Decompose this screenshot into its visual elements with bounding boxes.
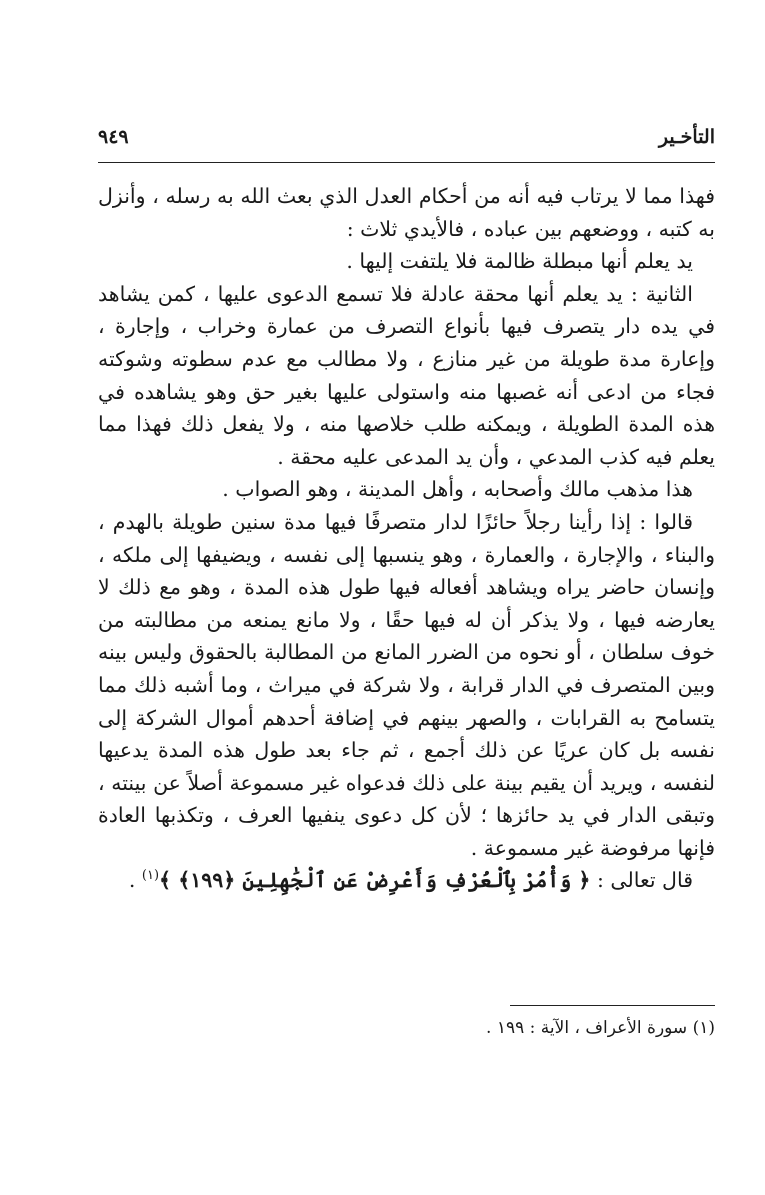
body-text: [98, 180, 715, 897]
footnote-ref: (١): [141, 868, 160, 884]
footnote: (١) سورة الأعراف ، الآية : ١٩٩ .: [486, 1018, 715, 1038]
quote-intro: قال تعالى :: [596, 868, 693, 893]
page-number: ٩٤٩: [98, 126, 129, 148]
running-title: التأخـير: [658, 126, 715, 148]
paragraph: الثانية : يد يعلم أنها محقة عادلة فلا تسمع الدعوى عليها ، كمن يشاهد في يده دار يتصرف فيها بأنواع التصرف من عمارة وخراب ، وإجارة ، وإعارة مدة طويلة من غير منازع ، ولا مطالب مع عدم سطوته وشوكته فجاء من ادعى أنه غصبها منه واستولى عليها بغير حق وهو يشاهده في هذه المدة الطويلة ، ويمكنه طلب خلاصها منه ، ولا يفعل ذلك فهذا مما يعلم فيه كذب المدعي ، وأن يد المدعى عليه محقة .: [98, 281, 715, 469]
paragraph: هذا مذهب مالك وأصحابه ، وأهل المدينة ، وهو الصواب .: [222, 477, 693, 502]
quran-quote: [98, 864, 715, 897]
footnote-rule: [510, 1005, 715, 1006]
quran-verse: ﴿ وَأْمُرْ بِٱلْعُرْفِ وَأَعْرِضْ عَنِ ٱلْجَٰهِلِينَ ﴿١٩٩﴾ ﴾: [159, 868, 591, 893]
quote-end: .: [128, 868, 136, 893]
page-header: [98, 126, 715, 156]
paragraph: يد يعلم أنها مبطلة ظالمة فلا يلتفت إليها .: [346, 249, 693, 274]
header-rule: [98, 162, 715, 163]
paragraph: فهذا مما لا يرتاب فيه أنه من أحكام العدل الذي بعث الله به رسله ، وأنزل به كتبه ، ووضعهم بين عباده ، فالأيدي ثلاث :: [98, 184, 715, 241]
paragraph: قالوا : إذا رأينا رجلاً حائزًا لدار متصرفًا فيها مدة سنين طويلة بالهدم ، والبناء ، والإجارة ، والعمارة ، وهو ينسبها إلى نفسه ، ويضيفها إلى ملكه ، وإنسان حاضر يراه ويشاهد أفعاله فيها طول هذه المدة ، وهو مع ذلك لا يعارضه فيها ، ولا يذكر أن له فيها حقًا ، ولا مانع يمنعه من مطالبته من خوف سلطان ، أو نحوه من الضرر المانع من المطالبة بالحقوق وليس بينه وبين المتصرف في الدار قرابة ، ولا شركة في ميراث ، وما أشبه ذلك مما يتسامح به القرابات ، والصهر بينهم في إضافة أحدهم أموال الشركة إلى نفسه بل كان عريًا عن ذلك أجمع ، ثم جاء بعد طول هذه المدة يدعيها لنفسه ، ويريد أن يقيم بينة على ذلك فدعواه غير مسموعة أصلاً عن بينته ، وتبقى الدار في يد حائزها ؛ لأن كل دعوى ينفيها العرف ، وتكذبها العادة فإنها مرفوضة غير مسموعة .: [98, 509, 715, 860]
